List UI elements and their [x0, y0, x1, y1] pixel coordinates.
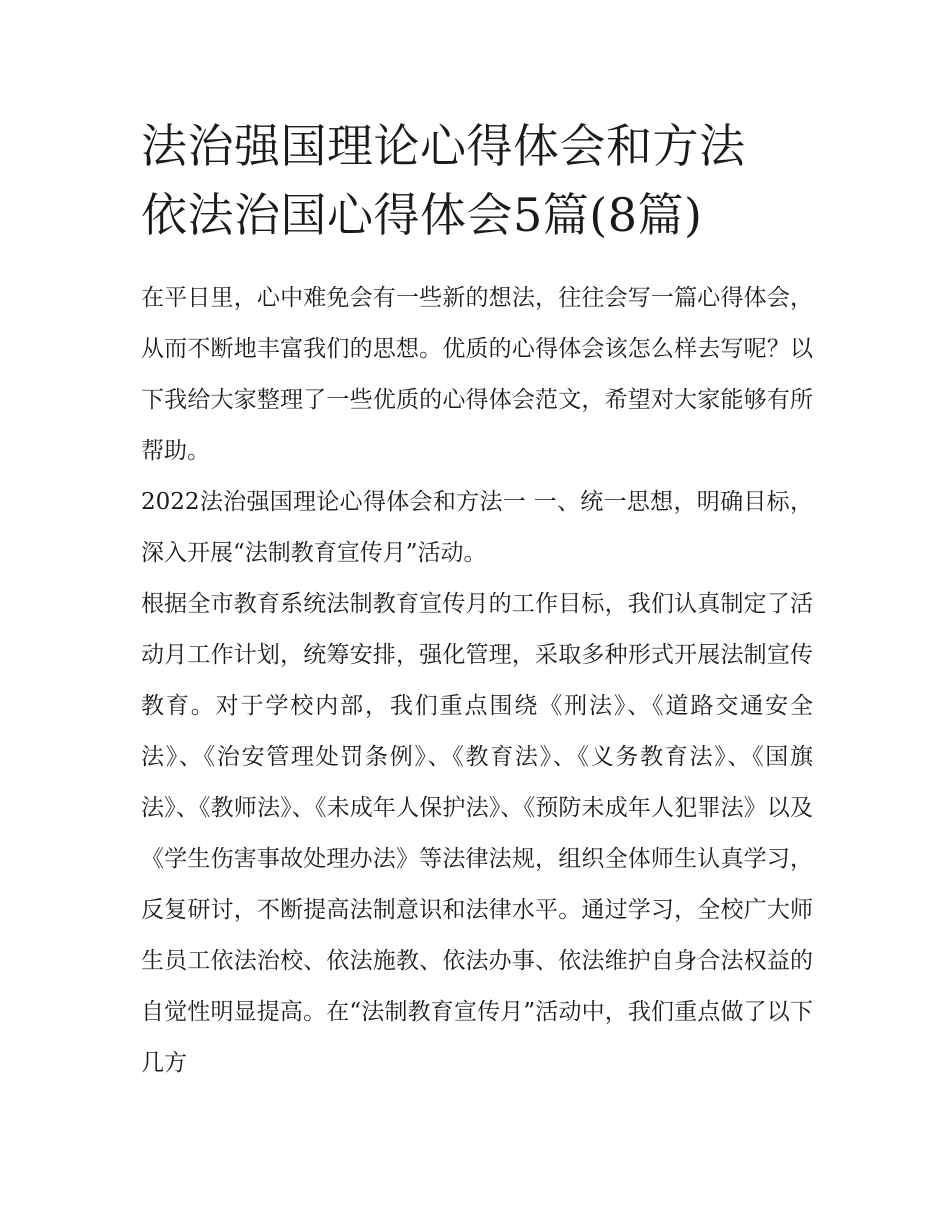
title-line-2: 依法治国心得体会5篇(8篇) — [141, 188, 703, 242]
document-content — [141, 112, 813, 1089]
section-heading-paragraph: 2022法治强国理论心得体会和方法一 一、统一思想，明确目标，深入开展“法制教育宣传月”活动。 — [141, 489, 813, 566]
document-title — [141, 112, 813, 250]
intro-paragraph: 在平日里，心中难免会有一些新的想法，往往会写一篇心得体会，从而不断地丰富我们的思想。优质的心得体会该怎么样去写呢？以下我给大家整理了一些优质的心得体会范文，希望对大家能够有所帮助。 — [141, 285, 813, 464]
document-body — [141, 273, 813, 1089]
body-paragraph: 根据全市教育系统法制教育宣传月的工作目标，我们认真制定了活动月工作计划，统筹安排，强化管理，采取多种形式开展法制宣传教育。对于学校内部，我们重点围绕《刑法》、《道路交通安全法》、《治安管理处罚条例》、《教育法》、《义务教育法》、《国旗法》、《教师法》、《未成年人保护法》、《预防未成年人犯罪法》以及《学生伤害事故处理办法》等法律法规，组织全体师生认真学习，反复研讨，不断提高法制意识和法律水平。通过学习，全校广大师生员工依法治校、依法施教、依法办事、依法维护自身合法权益的自觉性明显提高。在“法制教育宣传月”活动中，我们重点做了以下几方 — [141, 591, 813, 1076]
title-line-1: 法治强国理论心得体会和方法 — [141, 119, 746, 173]
